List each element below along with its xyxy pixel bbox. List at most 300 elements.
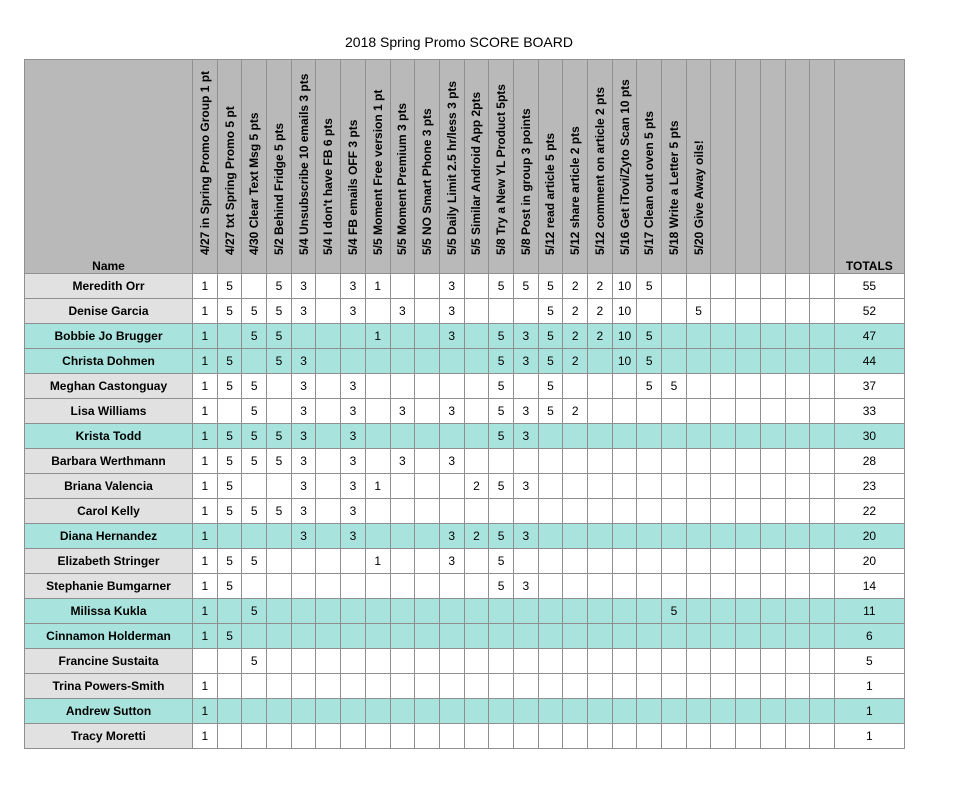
score-cell: [365, 724, 390, 749]
table-row: [25, 549, 905, 574]
score-cell: [588, 674, 613, 699]
task-label: 5/5 Daily Limit 2.5 hr/less 3 pts: [444, 80, 459, 255]
score-cell: [785, 699, 810, 724]
score-cell: 1: [365, 274, 390, 299]
score-cell: [365, 524, 390, 549]
score-cell: [316, 374, 341, 399]
score-cell: 5: [489, 424, 514, 449]
score-cell: [513, 649, 538, 674]
table-row: [25, 524, 905, 549]
score-cell: [316, 424, 341, 449]
score-cell: [662, 724, 687, 749]
score-cell: [686, 374, 711, 399]
score-cell: [637, 424, 662, 449]
score-cell: [316, 599, 341, 624]
total-cell: 37: [834, 374, 904, 399]
score-cell: 1: [365, 324, 390, 349]
score-cell: [662, 524, 687, 549]
score-cell: [390, 724, 415, 749]
score-cell: 10: [612, 349, 637, 374]
score-cell: 2: [563, 349, 588, 374]
score-cell: 5: [489, 524, 514, 549]
score-cell: 5: [267, 499, 292, 524]
column-header-task: [760, 60, 785, 274]
score-cell: [810, 349, 835, 374]
score-cell: 5: [662, 374, 687, 399]
score-cell: 1: [193, 349, 218, 374]
score-cell: 3: [513, 324, 538, 349]
score-cell: 3: [439, 524, 464, 549]
score-cell: [686, 324, 711, 349]
score-cell: [291, 674, 316, 699]
task-label: 5/5 Moment Premium 3 pts: [395, 102, 410, 255]
score-cell: 1: [193, 324, 218, 349]
task-label: 5/2 Behind Fridge 5 pts: [271, 122, 286, 255]
score-cell: [489, 624, 514, 649]
score-cell: [563, 674, 588, 699]
score-cell: [785, 599, 810, 624]
score-cell: [588, 599, 613, 624]
score-cell: [464, 549, 489, 574]
score-cell: 3: [291, 374, 316, 399]
participant-name: Cinnamon Holderman: [25, 624, 193, 649]
score-cell: [612, 499, 637, 524]
score-cell: [711, 624, 736, 649]
score-cell: 5: [637, 324, 662, 349]
score-cell: 1: [193, 674, 218, 699]
score-cell: [736, 574, 761, 599]
score-cell: 5: [217, 299, 242, 324]
score-cell: [439, 349, 464, 374]
score-cell: [760, 699, 785, 724]
score-cell: [711, 574, 736, 599]
score-cell: [217, 699, 242, 724]
score-cell: 5: [217, 474, 242, 499]
score-cell: [242, 624, 267, 649]
score-cell: [686, 424, 711, 449]
score-cell: [686, 599, 711, 624]
score-cell: 3: [439, 274, 464, 299]
score-cell: [662, 424, 687, 449]
score-cell: [637, 549, 662, 574]
score-cell: [612, 574, 637, 599]
score-cell: 5: [489, 549, 514, 574]
score-cell: [415, 649, 440, 674]
score-cell: [736, 549, 761, 574]
score-cell: [489, 699, 514, 724]
total-cell: 14: [834, 574, 904, 599]
score-cell: [464, 374, 489, 399]
score-cell: [760, 599, 785, 624]
score-cell: 5: [538, 349, 563, 374]
score-cell: [810, 474, 835, 499]
score-cell: [711, 474, 736, 499]
score-cell: [810, 274, 835, 299]
score-cell: [563, 724, 588, 749]
score-cell: [563, 474, 588, 499]
score-cell: [415, 499, 440, 524]
participant-name: Meredith Orr: [25, 274, 193, 299]
total-cell: 33: [834, 399, 904, 424]
score-cell: 3: [341, 524, 366, 549]
total-cell: 52: [834, 299, 904, 324]
score-cell: 5: [242, 299, 267, 324]
score-cell: [736, 449, 761, 474]
score-cell: [538, 599, 563, 624]
table-row: [25, 374, 905, 399]
score-cell: 5: [489, 399, 514, 424]
score-cell: 3: [341, 399, 366, 424]
column-header-task: [686, 60, 711, 274]
score-cell: 1: [193, 299, 218, 324]
score-cell: [588, 699, 613, 724]
score-cell: [810, 324, 835, 349]
score-cell: [810, 699, 835, 724]
score-cell: 10: [612, 324, 637, 349]
score-cell: [662, 449, 687, 474]
score-cell: [711, 599, 736, 624]
task-label: 5/12 read article 5 pts: [543, 132, 558, 255]
score-cell: [291, 599, 316, 624]
score-cell: 5: [489, 374, 514, 399]
total-cell: 20: [834, 524, 904, 549]
score-cell: 5: [489, 474, 514, 499]
score-cell: [267, 399, 292, 424]
column-header-task: [464, 60, 489, 274]
score-cell: [686, 499, 711, 524]
score-cell: [711, 374, 736, 399]
task-label: 5/8 Post in group 3 points: [518, 108, 533, 255]
column-header-task: [267, 60, 292, 274]
score-cell: [316, 274, 341, 299]
score-cell: [415, 324, 440, 349]
total-cell: 11: [834, 599, 904, 624]
score-cell: [563, 499, 588, 524]
score-cell: [365, 299, 390, 324]
score-cell: 3: [291, 524, 316, 549]
score-cell: [291, 574, 316, 599]
score-cell: [439, 599, 464, 624]
task-label: 5/4 I don't have FB 6 pts: [321, 118, 336, 255]
score-cell: [662, 649, 687, 674]
score-cell: 2: [588, 274, 613, 299]
table-row: [25, 424, 905, 449]
task-label: 5/16 Get iTovi/Zyto Scan 10 pts: [617, 79, 632, 255]
participant-name: Stephanie Bumgarner: [25, 574, 193, 599]
score-cell: [637, 449, 662, 474]
score-cell: 5: [267, 424, 292, 449]
score-cell: 1: [365, 549, 390, 574]
column-header-task: [415, 60, 440, 274]
score-cell: [464, 699, 489, 724]
score-cell: [365, 399, 390, 424]
table-row: [25, 724, 905, 749]
score-cell: 5: [267, 324, 292, 349]
score-cell: 5: [217, 549, 242, 574]
score-cell: [637, 674, 662, 699]
score-cell: [736, 374, 761, 399]
score-cell: [489, 299, 514, 324]
column-header-task: [291, 60, 316, 274]
score-cell: [588, 724, 613, 749]
score-cell: [439, 474, 464, 499]
score-cell: [612, 674, 637, 699]
table-row: [25, 499, 905, 524]
score-cell: [686, 399, 711, 424]
score-cell: [588, 474, 613, 499]
score-cell: [365, 349, 390, 374]
score-cell: [662, 574, 687, 599]
score-cell: [760, 274, 785, 299]
score-cell: [760, 724, 785, 749]
score-cell: [760, 324, 785, 349]
score-cell: [217, 324, 242, 349]
score-cell: [316, 349, 341, 374]
score-cell: [464, 499, 489, 524]
score-cell: [291, 699, 316, 724]
task-label: 5/12 share article 2 pts: [568, 126, 583, 255]
score-cell: 5: [538, 274, 563, 299]
score-cell: [217, 599, 242, 624]
score-cell: 3: [513, 474, 538, 499]
score-cell: [291, 724, 316, 749]
column-header-task: [588, 60, 613, 274]
score-cell: 5: [489, 274, 514, 299]
task-label: 5/12 comment on article 2 pts: [592, 86, 607, 255]
score-cell: [316, 399, 341, 424]
score-cell: [365, 374, 390, 399]
score-cell: [464, 274, 489, 299]
total-cell: 20: [834, 549, 904, 574]
score-cell: 3: [341, 274, 366, 299]
score-cell: [316, 499, 341, 524]
score-cell: [267, 724, 292, 749]
score-cell: [513, 674, 538, 699]
score-cell: [390, 674, 415, 699]
participant-name: Meghan Castonguay: [25, 374, 193, 399]
score-cell: [736, 624, 761, 649]
score-cell: [365, 674, 390, 699]
participant-name: Krista Todd: [25, 424, 193, 449]
score-cell: [390, 474, 415, 499]
score-cell: 5: [538, 299, 563, 324]
score-cell: [365, 424, 390, 449]
score-cell: [711, 349, 736, 374]
score-cell: [686, 649, 711, 674]
score-cell: [588, 349, 613, 374]
participant-name: Francine Sustaita: [25, 649, 193, 674]
score-cell: [538, 674, 563, 699]
score-cell: 5: [217, 349, 242, 374]
score-cell: 5: [513, 274, 538, 299]
score-cell: 1: [193, 424, 218, 449]
score-cell: [291, 624, 316, 649]
score-cell: [736, 499, 761, 524]
score-cell: [637, 724, 662, 749]
score-cell: 3: [390, 449, 415, 474]
score-cell: [785, 424, 810, 449]
score-cell: [563, 374, 588, 399]
column-header-task: [365, 60, 390, 274]
score-cell: [612, 524, 637, 549]
score-cell: [415, 624, 440, 649]
score-cell: [489, 674, 514, 699]
column-header-name: Name: [25, 60, 193, 274]
score-cell: 3: [439, 549, 464, 574]
score-cell: [686, 624, 711, 649]
score-cell: [637, 699, 662, 724]
score-cell: [341, 324, 366, 349]
score-cell: [810, 299, 835, 324]
score-cell: [563, 624, 588, 649]
column-header-task: [538, 60, 563, 274]
score-cell: [316, 724, 341, 749]
score-cell: [686, 449, 711, 474]
score-cell: [341, 349, 366, 374]
score-cell: 3: [291, 499, 316, 524]
score-cell: [267, 674, 292, 699]
task-label: 5/5 Moment Free version 1 pt: [370, 89, 385, 255]
score-cell: 5: [267, 274, 292, 299]
column-header-task: [217, 60, 242, 274]
score-cell: [242, 699, 267, 724]
score-cell: [242, 674, 267, 699]
score-cell: [316, 299, 341, 324]
column-header-task: [341, 60, 366, 274]
score-cell: [439, 499, 464, 524]
score-cell: [267, 474, 292, 499]
total-cell: 1: [834, 699, 904, 724]
score-cell: 3: [513, 424, 538, 449]
total-cell: 28: [834, 449, 904, 474]
score-cell: 3: [341, 499, 366, 524]
score-cell: [513, 449, 538, 474]
score-cell: [242, 274, 267, 299]
participant-name: Barbara Werthmann: [25, 449, 193, 474]
score-cell: [563, 649, 588, 674]
task-label: 5/17 Clean out oven 5 pts: [642, 110, 657, 255]
score-cell: 3: [291, 474, 316, 499]
score-cell: [785, 349, 810, 374]
score-cell: [390, 424, 415, 449]
score-cell: [489, 449, 514, 474]
score-cell: [760, 674, 785, 699]
total-cell: 23: [834, 474, 904, 499]
score-cell: [785, 549, 810, 574]
score-cell: [588, 524, 613, 549]
score-cell: 1: [193, 699, 218, 724]
score-cell: [711, 649, 736, 674]
score-cell: 5: [662, 599, 687, 624]
score-cell: 5: [637, 349, 662, 374]
score-cell: [291, 549, 316, 574]
score-cell: 5: [242, 599, 267, 624]
participant-name: Bobbie Jo Brugger: [25, 324, 193, 349]
score-cell: [489, 499, 514, 524]
table-row: [25, 699, 905, 724]
score-cell: [686, 474, 711, 499]
score-cell: 1: [193, 374, 218, 399]
score-cell: 1: [193, 499, 218, 524]
score-cell: [563, 449, 588, 474]
score-cell: [316, 524, 341, 549]
table-row: [25, 449, 905, 474]
score-cell: 5: [242, 549, 267, 574]
score-cell: [711, 674, 736, 699]
score-cell: [711, 274, 736, 299]
score-cell: [341, 549, 366, 574]
score-cell: 5: [242, 499, 267, 524]
score-cell: [242, 474, 267, 499]
score-cell: [415, 274, 440, 299]
score-cell: [217, 724, 242, 749]
score-board-table: [24, 59, 905, 749]
total-cell: 1: [834, 724, 904, 749]
score-cell: [612, 449, 637, 474]
score-cell: [513, 599, 538, 624]
score-cell: 3: [341, 299, 366, 324]
score-cell: [760, 624, 785, 649]
page-title: 2018 Spring Promo SCORE BOARD: [345, 34, 573, 50]
table-row: [25, 349, 905, 374]
score-cell: [637, 474, 662, 499]
score-cell: [785, 399, 810, 424]
score-cell: [686, 524, 711, 549]
score-cell: [711, 424, 736, 449]
score-cell: 5: [267, 349, 292, 374]
score-cell: [415, 299, 440, 324]
score-cell: 3: [341, 474, 366, 499]
score-cell: [563, 699, 588, 724]
column-header-task: [513, 60, 538, 274]
score-cell: [612, 374, 637, 399]
task-label: 4/30 Clear Text Msg 5 pts: [247, 112, 262, 255]
score-cell: [365, 624, 390, 649]
score-cell: [439, 674, 464, 699]
score-cell: [711, 524, 736, 549]
score-cell: [810, 524, 835, 549]
score-cell: [242, 574, 267, 599]
score-cell: [760, 399, 785, 424]
score-cell: [785, 449, 810, 474]
score-cell: 1: [193, 449, 218, 474]
score-cell: [736, 649, 761, 674]
score-cell: [637, 599, 662, 624]
total-cell: 44: [834, 349, 904, 374]
score-cell: [267, 524, 292, 549]
score-cell: [538, 499, 563, 524]
column-header-task: [489, 60, 514, 274]
score-cell: [390, 374, 415, 399]
score-cell: [513, 624, 538, 649]
score-cell: [785, 624, 810, 649]
score-cell: [588, 649, 613, 674]
score-cell: [316, 699, 341, 724]
score-cell: [415, 349, 440, 374]
score-cell: [341, 674, 366, 699]
table-row: [25, 274, 905, 299]
score-cell: 5: [489, 349, 514, 374]
participant-name: Briana Valencia: [25, 474, 193, 499]
score-cell: [217, 674, 242, 699]
score-cell: 2: [563, 274, 588, 299]
column-header-task: [563, 60, 588, 274]
score-cell: [464, 299, 489, 324]
score-cell: [662, 349, 687, 374]
score-cell: [711, 324, 736, 349]
score-cell: [810, 499, 835, 524]
score-cell: [341, 624, 366, 649]
